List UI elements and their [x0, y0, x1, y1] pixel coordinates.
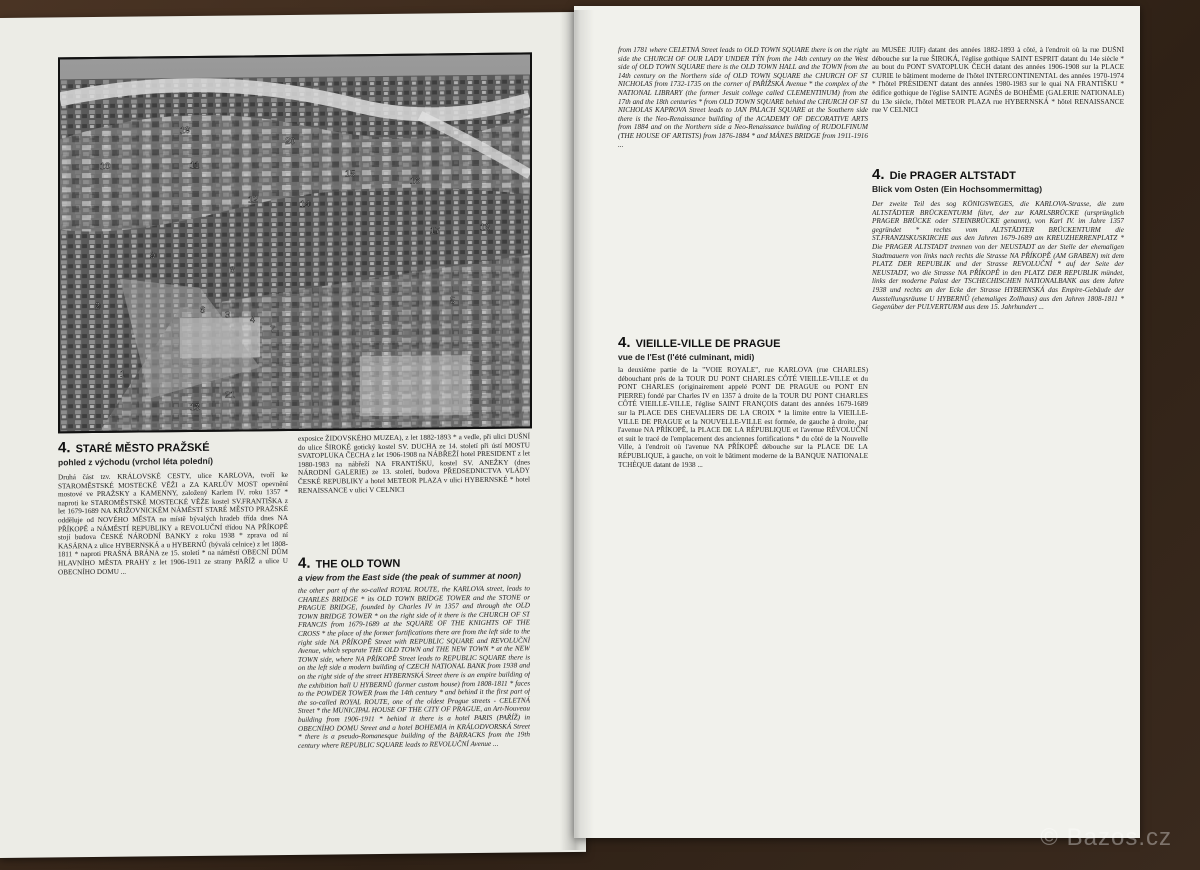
czech-text-column-2: exposice ŽIDOVSKÉHO MUZEA), z let 1882-1893 * a vedle, při ulici DUŠNÍ do ulice ŠIROKÉ gotický kostel SV. DUCHA ze 14. století při ústí MOSTU SVATOPLUKA ČECHA z let 1906-1908 na NÁBŘEŽÍ hotel PRESIDENT z let 1980-1983 na nábřeží NA FRANTIŠKU, kostel SV. ANEŽKY (dnes NÁRODNÍ GALERIE) ze 13. století, budova PŘEDSEDNICTVA VLÁDY ČESKÉ REPUBLIKY a hotel METEOR PLAZA v ulici HYBERNSKÉ * hotel RENAISSANCE v ulici V CELNICI [298, 432, 530, 495]
section-heading-fr [618, 336, 780, 351]
french-text-column: la deuxième partie de la "VOIE ROYALE", rue KARLOVA (rue CHARLES) débouchant près de la TOUR DU PONT CHARLES CÔTÉ VIEILLE-VILLE et du PONT CHARLES (originairement appelé PONT DE PRAGUE ou PONT EN PIERRE) fondé par Charles IV en 1357 à droite de la TOUR DU PONT CHARLES CÔTÉ VIEILLE-VILLE, l'église SAINT FRANÇOIS datant des années 1679-1689 sur la PLACE DES CHEVALIERS DE LA CROIX * la limite entre la VIEILLE-VILLE DE PRAGUE et la NOUVELLE-VILLE est formée, de gauche à droite, par l'avenue NA PŘÍKOPĚ, la PLACE DE LA RÉPUBLIQUE et l'avenue RÉVOLUČNÍ et suit le tracé de l'emplacement des anciennes fortifications * du côté de la Nouvelle Ville, à l'endroit où l'avenue NA PŘÍKOPĚ débouche sur la PLACE DE LA RÉPUBLIQUE, à gauche, on voit le bâtiment moderne de la BANQUE NATIONALE TCHÈQUE datant de 1938 ... [618, 366, 868, 469]
svg-text:9: 9 [150, 250, 156, 261]
svg-text:20: 20 [285, 135, 296, 147]
section-number: 4. [58, 439, 71, 457]
svg-text:2: 2 [95, 300, 101, 312]
svg-text:18: 18 [480, 221, 491, 232]
czech-text-column-1: Druhá část tzv. KRÁLOVSKÉ CESTY, ulice KARLOVA, tvoří ke STAROMĚSTSKÉ MOSTECKÉ VĚŽI a ZA KARLŮV MOST opevnění mostové ve PRAŽSKY a KAMENNY, založený Karlem IV. roku 1357 * naproti ke STAROMĚSTSKÉ MOSTECKÉ VĚŽE kostel SV.FRANTIŠKA z let 1679-1689 NA KŘIŽOVNICKÉM NÁMĚSTÍ STARÉ MĚSTO PRAŽSKÉ odděluje od NOVÉHO MĚSTA na místě bývalých hradeb třída dnes NA PŘÍKOPĚ a NÁMĚSTÍ REPUBLIKY a REVOLUČNÍ třídou NA PŘÍKOPĚ stojí budova ČESKÉ NÁRODNÍ BANKY z roku 1938 * zprava od ní KASÁRNA z ulice HYBERNSKÁ a u HYBERNŮ (bývalá celnice) z let 1808-1811 * naproti PRAŠNÁ BRÁNA ze 15. století * na náměstí OBECNÍ DŮM HLAVNÍHO MĚSTA PRAHY z let 1906-1911 ze strany PAŘÍŽ a ulice U OBECNÍHO DOMU ... [58, 470, 288, 576]
english-text-column: the other part of the so-called ROYAL ROUTE, the KARLOVA street, leads to CHARLES BRIDGE * its OLD TOWN BRIDGE TOWER and the STONE or PRAGUE BRIDGE, founded by Charles IV in 1357 and through the OLD TOWN BRIDGE TOWER * on the right side of it there is the CHURCH OF ST FRANCIS from 1679-1689 at the SQUARE OF THE KNIGHTS OF THE CROSS * the place of the former fortifications there are from the left side to the right side NA PŘÍKOPĚ Street with REPUBLIC SQUARE and REVOLUČNÍ Avenue, which separate THE OLD TOWN and THE NEW TOWN * at the NEW TOWN side, where NA PŘÍKOPĚ Street leads to REPUBLIC SQUARE there is on the left side a modern building of CZECH NATIONAL BANK from 1938 and on the right side of the street HYBERNSKÁ Street there is an empire building of the exhibition hall U HYBERNŮ (former custom house) from 1808-1811 * faces to the POWDER TOWER from the 14th century * and behind it the first part of the so-called ROYAL ROUTE, one of the oldest Prague streets - CELETNÁ Street * the MUNICIPAL HOUSE OF THE CITY OF PRAGUE, an Art-Nouveau building from 1906-1911 * behind it there is a hotel PARIS (PAŘÍŽ) in OBECNÍHO DOMU Street and a hotel BOHEMIA in KRÁLODVORSKÁ Street * there is a pseudo-Romanesque building of the BARRACKS from the 19th century where REPUBLIC SQUARE leads to REVOLUČNÍ Avenue ... [298, 584, 530, 750]
svg-text:1: 1 [120, 368, 126, 379]
section-title: STARÉ MĚSTO PRAŽSKÉ [75, 441, 210, 456]
section-heading-de [872, 168, 1016, 183]
svg-text:17: 17 [430, 225, 441, 236]
svg-text:16: 16 [410, 175, 421, 186]
svg-text:12: 12 [248, 194, 259, 205]
section-number: 4. [872, 166, 885, 183]
svg-text:11: 11 [190, 159, 200, 171]
aerial-photo [58, 52, 532, 433]
section-heading-en [298, 556, 400, 572]
svg-text:6: 6 [200, 304, 206, 315]
watermark: © Bazos.cz [1040, 824, 1172, 851]
svg-text:19: 19 [180, 125, 191, 136]
english-text-continued: from 1781 where CELETNÁ Street leads to OLD TOWN SQUARE there is on the right side the CHURCH OF OUR LADY UNDER TÝN from the 14th century on the West side of OLD TOWN SQUARE there is the OLD TOWN HALL and the TOWN from the 14th century on the Northern side of OLD TOWN SQUARE the CHURCH OF ST NICHOLAS from 1732-1735 on the corner of PAŘÍŽSKÁ Avenue * the complex of the NATIONAL LIBRARY (the former Jesuit college called CLEMENTINUM) from the 17th and the 18th centuries * from OLD TOWN SQUARE behind the CHURCH OF ST NICHOLAS KAPROVA Street leads to JAN PALACH SQUARE at the Southern side there is the Neo-Renaissance building of the ACADEMY OF DECORATIVE ARTS from 1884 and on the Northern side a Neo-Renaissance building of RUDOLFINUM (THE HOUSE OF ARTISTS) from 1876-1884 * and MÁNES BRIDGE from 1911-1916 ... [618, 46, 868, 149]
section-subtitle-en: a view from the East side (the peak of summer at noon) [298, 570, 521, 583]
svg-text:21: 21 [225, 389, 236, 400]
section-heading-cz [58, 440, 210, 457]
svg-text:7: 7 [270, 324, 276, 335]
french-text-continued: au MUSÉE JUIF) datant des années 1882-1893 à côté, à l'endroit où la rue DUŠNÍ débouche sur la rue ŠIROKÁ, l'église gothique SAINT ESPRIT datant du 14e siècle * au bout du PONT SVATOPLUK ČECH datant des années 1906-1908 sur la PLACE CURIE le bâtiment moderne de l'hôtel INTERCONTINENTAL des années 1970-1974 * l'hôtel PRÉSIDENT datant des années 1980-1983 sur le quai NA FRANTIŠKU * édifice gothique de l'église SAINTE AGNÈS de BOHÊME (GALERIE NATIONALE) du 13e siècle, l'hôtel METEOR PLAZA rue HYBERNSKÁ * hôtel RENAISSANCE rue V CELNICI [872, 46, 1124, 115]
svg-text:4: 4 [250, 314, 256, 325]
svg-text:15: 15 [345, 168, 356, 179]
section-number: 4. [618, 334, 631, 351]
section-title: VIEILLE-VILLE DE PRAGUE [635, 338, 781, 350]
section-title: Die PRAGER ALTSTADT [889, 170, 1016, 182]
left-page [0, 12, 586, 858]
section-subtitle-cz: pohled z východu (vrchol léta polední) [58, 455, 213, 468]
svg-text:10: 10 [100, 160, 111, 171]
svg-text:3: 3 [225, 309, 231, 320]
german-text-column: Der zweite Teil des sog KÖNIGSWEGES, die KARLOVA-Strasse, die zum ALTSTÄDTER BRÜCKENTURM führt, der zur KARLSBRÜCKE (ursprünglich PRAGER BRÜCKE oder STEINBRÜCKE genannt), von Karl IV. im Jahre 1357 gegründet * rechts vom ALTSTÄDTER BRÜCKENTURM die ST.FRANZISKUSKIRCHE aus den Jahren 1679-1689 am KREUZHERRENPLATZ * Die PRAGER ALTSTADT trennen von der NEUSTADT an der Stelle der ehemaligen Stadtmauern von links nach rechts die Strasse NA PŘÍKOPĚ (AM GRABEN) mit dem PLATZ DER REPUBLIK und der Strasse REVOLUČNÍ * auf der Seite der NEUSTADT, wo die Strasse NA PŘÍKOPĚ in den PLATZ DER REPUBLIK mündet, links der moderne Palast der TSCHECHISCHEN NATIONALBANK aus dem Jahre 1938 und rechts an der Ecke der Strasse HYBERNSKÁ das Empire-Gebäude der Ausstellungsräume U HYBERNŮ (ehemaliges Zollhaus) aus den Jahren 1808-1811 * Gegenüber der PULVERTURM aus dem 15. Jahrhundert ... [872, 200, 1124, 312]
section-subtitle-fr: vue de l'Est (l'été culminant, midi) [618, 352, 755, 362]
section-number: 4. [298, 554, 311, 572]
svg-text:13: 13 [190, 401, 201, 413]
svg-text:5: 5 [450, 295, 456, 306]
section-title: THE OLD TOWN [315, 557, 401, 571]
section-subtitle-de: Blick vom Osten (Ein Hochsommermittag) [872, 184, 1043, 194]
page-gutter-shadow [560, 10, 594, 850]
svg-text:8: 8 [230, 264, 236, 275]
svg-text:14: 14 [300, 198, 311, 209]
aerial-photo-image [60, 54, 530, 431]
right-page [574, 6, 1140, 838]
